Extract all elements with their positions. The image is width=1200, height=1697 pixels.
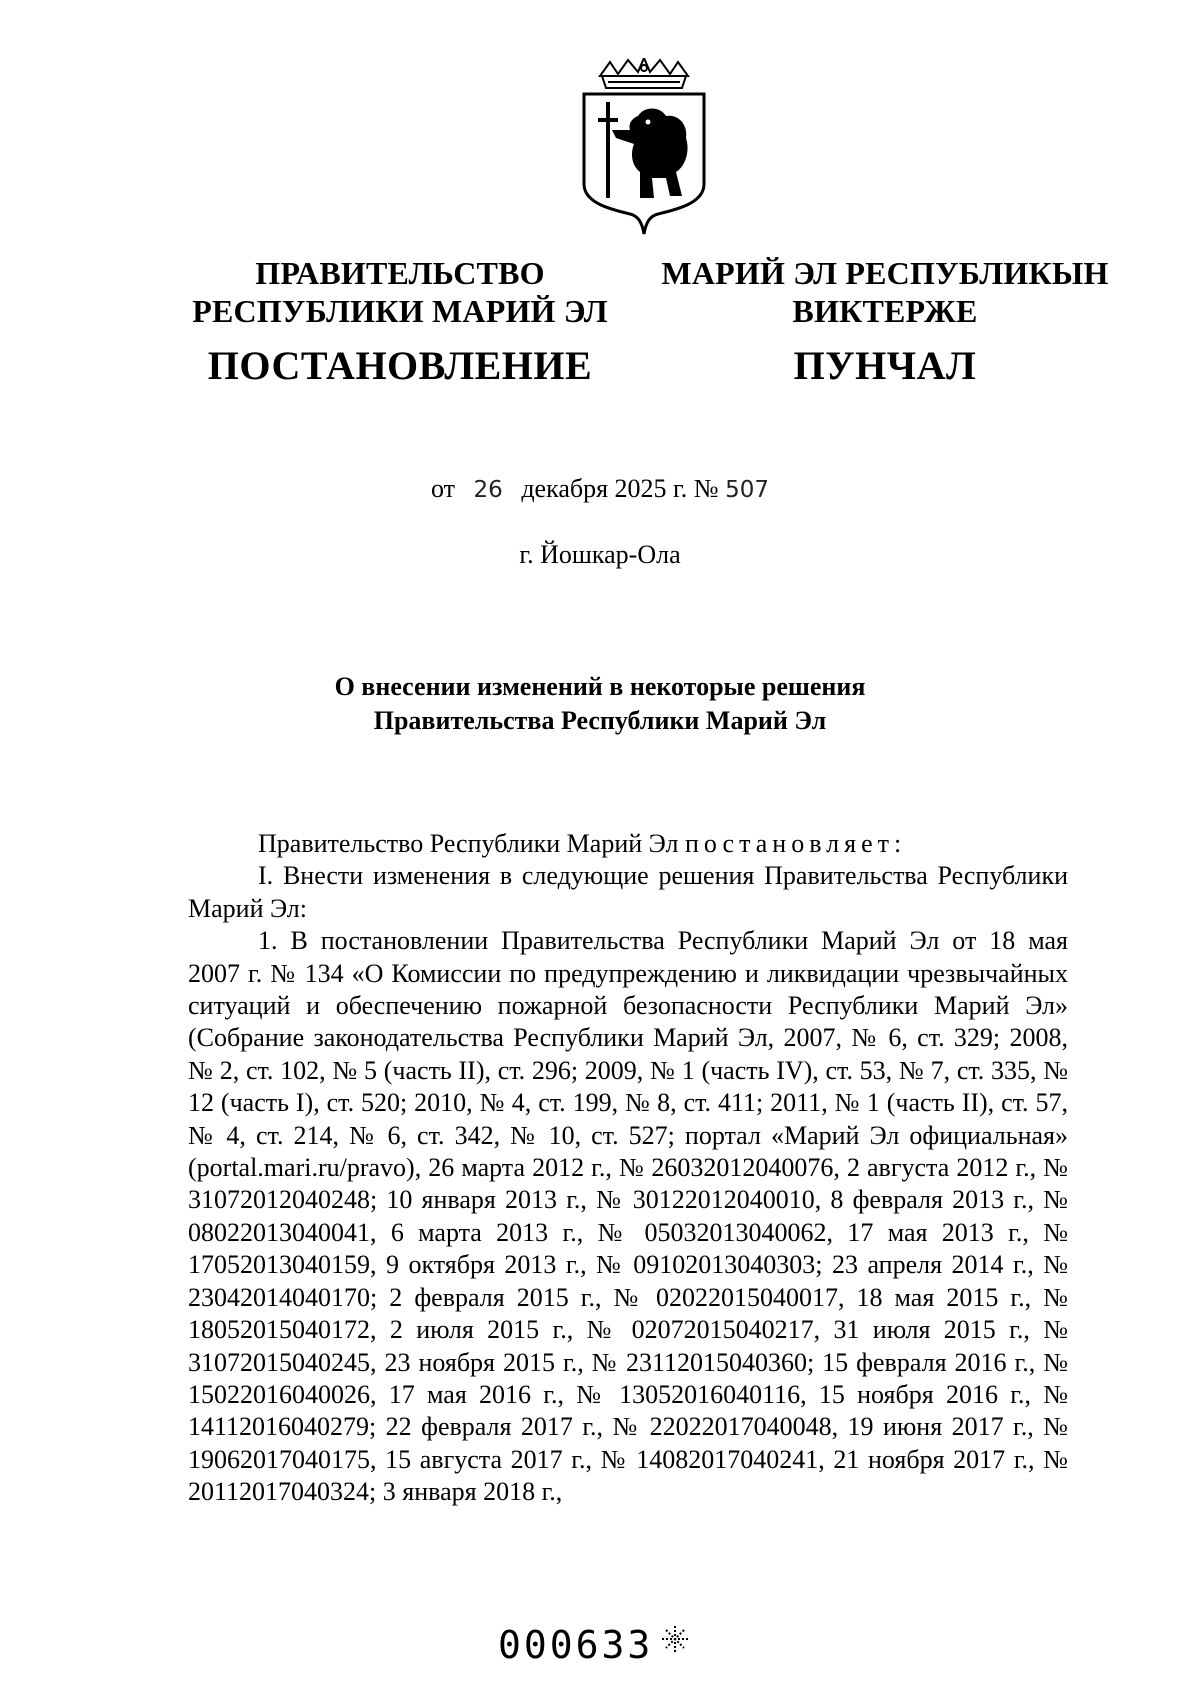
subject-line1: О внесении изменений в некоторые решения xyxy=(334,672,866,701)
header-left-doc-type: ПОСТАНОВЛЕНИЕ xyxy=(207,343,593,388)
intro-spaced: постановляет: xyxy=(684,829,907,858)
date-line xyxy=(0,474,1200,504)
body-item-1: I. Внести изменения в следующие решения Правительства Республики Марий Эл: xyxy=(188,861,1068,923)
document-subject xyxy=(0,670,1200,738)
footer-serial-number: 000633 xyxy=(498,1623,654,1667)
header-left-line2: РЕСПУБЛИКИ МАРИЙ ЭЛ xyxy=(192,293,608,329)
date-day: 26 xyxy=(473,477,503,503)
city: г. Йошкар-Ола xyxy=(519,540,681,569)
header-right xyxy=(655,254,1115,390)
body-intro xyxy=(188,828,1068,860)
date-prefix: от xyxy=(431,474,456,503)
header-left-line1: ПРАВИТЕЛЬСТВО xyxy=(255,255,545,291)
intro-text: Правительство Республики Марий Эл xyxy=(258,829,679,858)
document-body xyxy=(188,828,1068,1509)
header-right-doc-type: ПУНЧАЛ xyxy=(793,343,977,388)
date-month-year: декабря 2025 г. № xyxy=(521,474,719,503)
header-right-line1: МАРИЙ ЭЛ РЕСПУБЛИКЫН xyxy=(661,255,1109,291)
subject-line2: Правительства Республики Марий Эл xyxy=(373,706,827,735)
header-right-line2: ВИКТЕРЖЕ xyxy=(792,293,978,329)
coat-of-arms-icon xyxy=(578,58,710,238)
asterisk-mark-icon xyxy=(660,1624,690,1654)
document-number: 507 xyxy=(725,477,769,503)
body-item-2: 1. В постановлении Правительства Республики Марий Эл от 18 мая 2007 г. № 134 «О Комиссии по предупреждению и ликвидации чрезвычайных ситуаций и обеспечению пожарной безопасности Республики Марий Эл» (Собрание законодательства Республики Марий Эл, 2007, № 6, ст. 329; 2008, № 2, ст. 102, № 5 (часть II), ст. 296; 2009, № 1 (часть IV), ст. 53, № 7, ст. 335, № 12 (часть I), ст. 520; 2010, № 4, ст. 199, № 8, ст. 411; 2011, № 1 (часть II), ст. 57, № 4, ст. 214, № 6, ст. 342, № 10, ст. 527; портал «Марий Эл официальная» (portal.mari.ru/pravo), 26 марта 2012 г., № 26032012040076, 2 августа 2012 г., № 31072012040248; 10 января 2013 г., № 30122012040010, 8 февраля 2013 г., № 08022013040041, 6 марта 2013 г., № 05032013040062, 17 мая 2013 г., № 17052013040159, 9 октября 2013 г., № 09102013040303; 23 апреля 2014 г., № 23042014040170; 2 февраля 2015 г., № 02022015040017, 18 мая 2015 г., № 18052015040172, 2 июля 2015 г., № 02072015040217, 31 июля 2015 г., № 31072015040245, 23 ноября 2015 г., № 23112015040360; 15 февраля 2016 г., № 15022016040026, 17 мая 2016 г., № 13052016040116, 15 ноября 2016 г., № 14112016040279; 22 февраля 2017 г., № 22022017040048, 19 июня 2017 г., № 19062017040175, 15 августа 2017 г., № 14082017040241, 21 ноября 2017 г., № 20112017040324; 3 января 2018 г., xyxy=(188,926,1068,1507)
header-left xyxy=(180,254,620,390)
